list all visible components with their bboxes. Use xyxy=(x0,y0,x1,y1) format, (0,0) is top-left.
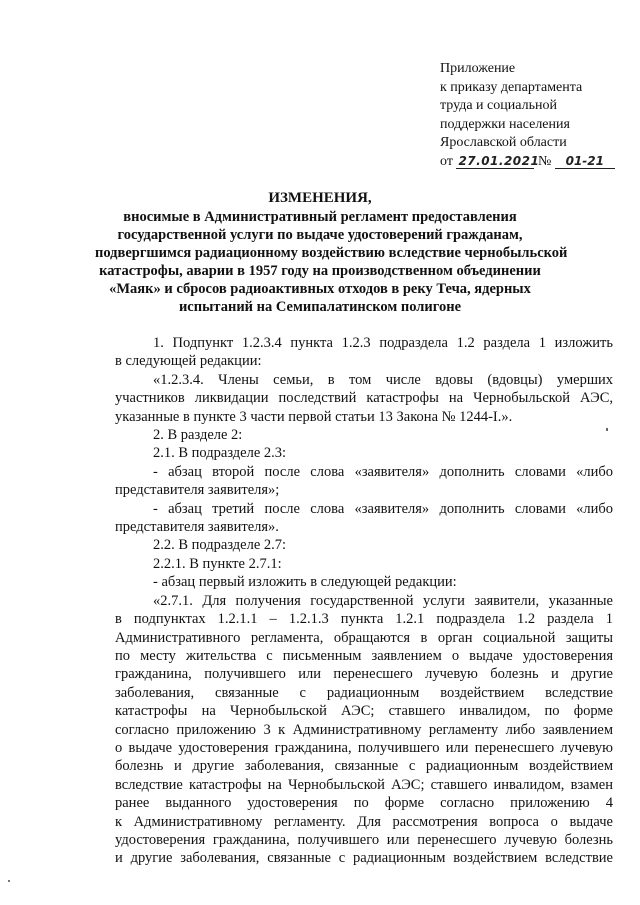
order-date-number-line xyxy=(440,153,615,172)
body-line: согласно приложению 3 к Административному регламенту либо заявлением xyxy=(115,721,613,738)
title-line: вносимые в Административный регламент предоставления xyxy=(123,209,517,225)
handwritten-number: 01-21 xyxy=(555,154,615,169)
body-line: гражданина, получившего или перенесшего лучевую болезнь и другие xyxy=(115,666,613,683)
body-line: участников ликвидации последствий катастрофы на Чернобыльской АЭС, xyxy=(115,390,613,407)
body-line: - абзац первый изложить в следующей редакции: xyxy=(153,574,457,591)
body-line: и другие заболевания, связанные с радиационным воздействием вследствие xyxy=(115,850,613,867)
handwritten-date: 27.01.2021 xyxy=(458,153,540,168)
number-label: № xyxy=(537,153,552,169)
body-line: в следующей редакции: xyxy=(115,353,262,370)
body-line: 2.1. В подразделе 2.3: xyxy=(153,445,287,462)
scan-speck xyxy=(8,880,10,882)
body-line: 1. Подпункт 1.2.3.4 пункта 1.2.3 подраздела 1.2 раздела 1 изложить xyxy=(153,335,613,351)
body-line: 2. В разделе 2: xyxy=(153,427,243,444)
body-line: в подпунктах 1.2.1.1 – 1.2.1.3 пункта 1.2.1 подраздела 1.2 раздела 1 xyxy=(115,611,613,628)
body-line: по месту жительства с письменным заявлением о выдаче удостоверения xyxy=(115,647,613,664)
body-line: представителя заявителя»; xyxy=(115,482,280,499)
body-line: - абзац третий после слова «заявителя» дополнить словами «либо xyxy=(153,500,613,517)
body-line: катастрофы на Чернобыльской АЭС; ставшего инвалидом, по форме xyxy=(115,703,613,720)
appendix-line: Ярославской области xyxy=(440,135,567,150)
title-line: государственной услуги по выдаче удостоверений гражданам, xyxy=(117,227,523,243)
body-line: 2.2. В подразделе 2.7: xyxy=(153,537,287,554)
body-line: к Административному регламенту. Для рассмотрения вопроса о выдаче xyxy=(115,813,613,830)
appendix-line: труда и социальной xyxy=(440,98,557,113)
body-line: представителя заявителя». xyxy=(115,519,279,536)
from-label: от xyxy=(440,153,453,169)
appendix-line: поддержки населения xyxy=(440,116,570,132)
document-title xyxy=(95,189,568,316)
scan-speck xyxy=(606,428,608,431)
body-line: «1.2.3.4. Члены семьи, в том числе вдовы (вдовцы) умерших xyxy=(153,371,613,388)
body-line: ранее выданного удостоверения по форме согласно приложению 4 xyxy=(115,795,613,812)
body-line: вследствие катастрофы на Чернобыльской АЭС; ставшего инвалидом, взамен xyxy=(115,776,613,793)
appendix-line: к приказу департамента xyxy=(440,79,583,95)
body-line: указанные в пункте 3 части первой статьи 13 Закона № 1244-I.». xyxy=(115,408,513,425)
title-line: подвергшимся радиационному воздействию вследствие чернобыльской xyxy=(95,245,568,261)
body-line: удостоверения гражданина, получившего или перенесшего лучевую болезнь xyxy=(115,831,613,848)
body-line: «2.7.1. Для получения государственной услуги заявители, указанные xyxy=(153,592,613,609)
body-line: заболевания, связанные с радиационным воздействием вследствие xyxy=(115,684,613,701)
body-line: Административного регламента, обращаются в орган социальной защиты xyxy=(115,629,613,646)
title-line: катастрофы, аварии в 1957 году на производственном объединении xyxy=(99,263,541,279)
body-line: 2.2.1. В пункте 2.7.1: xyxy=(153,555,282,572)
body-line: болезнь и другие заболевания, связанные с радиационным воздействием xyxy=(115,758,613,775)
body-line: - абзац второй после слова «заявителя» дополнить словами «либо xyxy=(153,463,613,480)
title-heading: ИЗМЕНЕНИЯ, xyxy=(268,190,372,206)
title-line: испытаний на Семипалатинском полигоне xyxy=(178,299,462,315)
body-line: о выдаче удостоверения гражданина, получившего или перенесшего лучевую xyxy=(115,739,613,756)
document-body xyxy=(115,334,613,868)
appendix-line: Приложение xyxy=(440,61,516,76)
title-line: «Маяк» и сбросов радиоактивных отходов в реку Теча, ядерных xyxy=(109,281,531,297)
appendix-header xyxy=(440,60,615,171)
